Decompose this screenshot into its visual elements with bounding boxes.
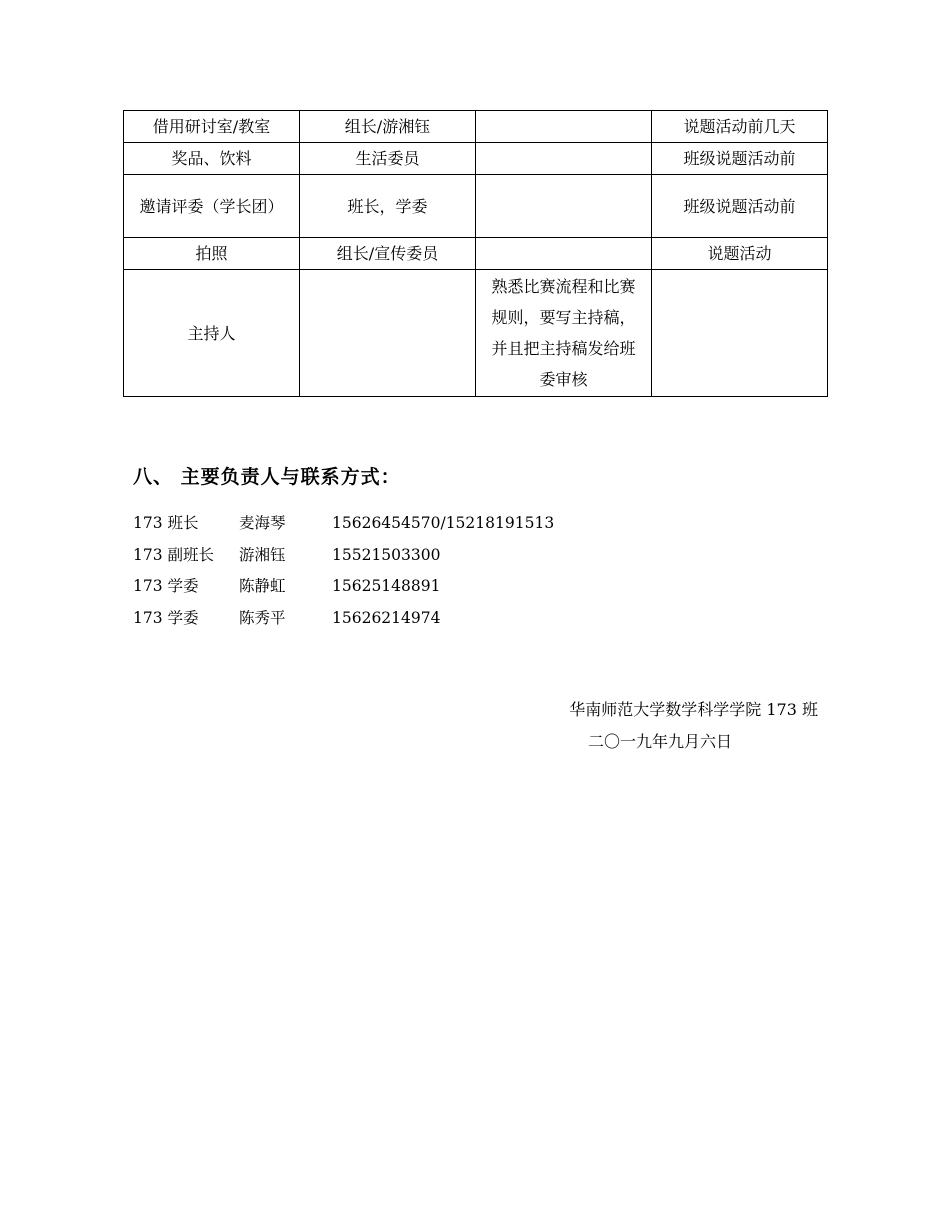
table-cell: 奖品、饮料 <box>124 143 300 175</box>
contact-phone: 15521503300 <box>332 545 441 564</box>
table-row <box>124 143 828 175</box>
table-cell: 班级说题活动前 <box>652 175 828 238</box>
contact-name: 麦海琴 <box>239 514 286 532</box>
table-cell: 说题活动前几天 <box>652 111 828 143</box>
signature-organization: 华南师范大学数学科学学院 173 班 <box>569 700 818 719</box>
contact-role: 173 班长 <box>133 514 199 532</box>
contact-role: 173 副班长 <box>133 545 215 564</box>
signature-date: 二〇一九年九月六日 <box>588 732 733 751</box>
table-cell: 借用研讨室/教室 <box>124 111 300 143</box>
table-cell: 班长，学委 <box>300 175 476 238</box>
table-cell <box>652 270 828 397</box>
contact-name: 陈秀平 <box>239 608 286 627</box>
table-row <box>124 238 828 270</box>
section-heading: 八、 主要负责人与联系方式： <box>133 466 401 488</box>
contact-role: 173 学委 <box>133 608 199 627</box>
table-row <box>124 270 828 397</box>
table-cell: 主持人 <box>124 270 300 397</box>
contact-phone: 15626214974 <box>332 608 441 627</box>
table-cell <box>476 175 652 238</box>
contact-phone: 15626454570/15218191513 <box>332 514 555 532</box>
table-cell <box>476 111 652 143</box>
table-row <box>124 111 828 143</box>
table-cell: 组长/宣传委员 <box>300 238 476 270</box>
contact-role: 173 学委 <box>133 577 199 595</box>
contact-name: 陈静虹 <box>239 577 286 595</box>
contact-phone: 15625148891 <box>332 577 441 595</box>
table-cell: 生活委员 <box>300 143 476 175</box>
table-cell <box>476 238 652 270</box>
contact-name: 游湘钰 <box>239 545 286 564</box>
table-cell: 说题活动 <box>652 238 828 270</box>
task-assignment-table <box>123 110 828 397</box>
table-row <box>124 175 828 238</box>
table-cell: 拍照 <box>124 238 300 270</box>
table-cell: 邀请评委（学长团） <box>124 175 300 238</box>
table-cell: 组长/游湘钰 <box>300 111 476 143</box>
table-cell: 熟悉比赛流程和比赛规则，要写主持稿，并且把主持稿发给班委审核 <box>476 270 652 397</box>
table-cell <box>476 143 652 175</box>
table-cell <box>300 270 476 397</box>
table-cell: 班级说题活动前 <box>652 143 828 175</box>
